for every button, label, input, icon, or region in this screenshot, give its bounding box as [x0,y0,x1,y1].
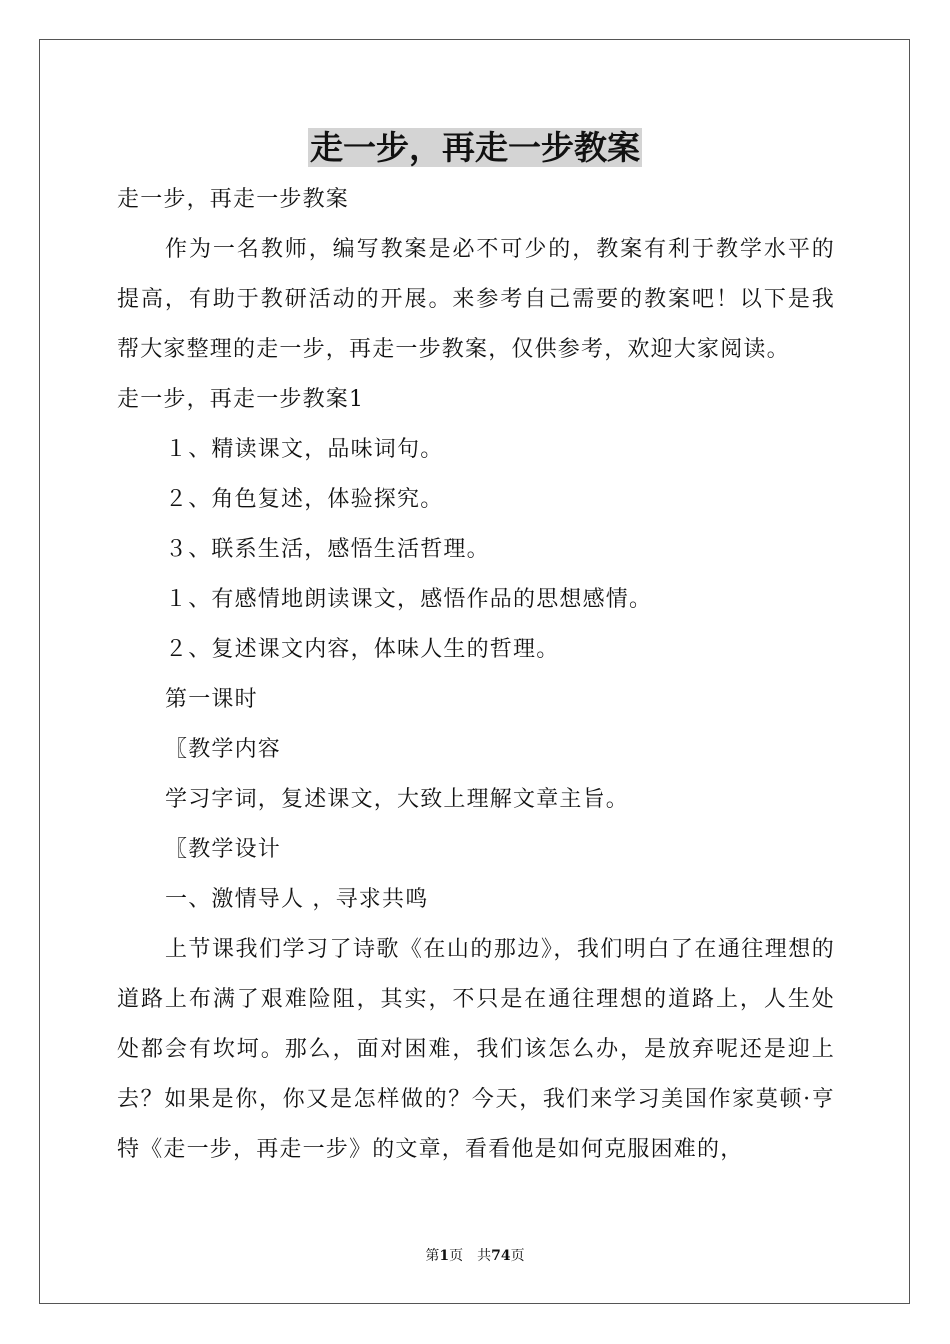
footer-current-page: 1 [439,1248,450,1264]
paragraph-point-2: ２、复述课文内容，体味人生的哲理。 [165,637,560,662]
paragraph-lesson-heading: 第一课时 [165,687,258,712]
paragraph-step-1-text: 上节课我们学习了诗歌《在山的那边》，我们明白了在通往理想的道路上布满了艰难险阻，其实，不只是在通往理想的道路上，人生处处都会有坎坷。那么，面对困难，我们该怎么办，是放弃呢还是迎上去？如果是你，你又是怎样做的？今天，我们来学习美国作家莫顿·亨特《走一步，再走一步》的文章，看看他是如何克服困难的， [117,937,835,1162]
document-body [117,175,835,1175]
paragraph-goal-2: ２、角色复述，体验探究。 [165,487,444,512]
paragraph-goal-1: １、精读课文，品味词句。 [165,437,444,462]
paragraph-section-heading: 走一步，再走一步教案1 [117,387,365,412]
document-title [0,126,950,170]
document-title-text: 走一步，再走一步教案 [310,128,640,167]
page-footer [0,1246,950,1266]
footer-page-prefix: 第 [425,1248,440,1264]
paragraph-subtitle: 走一步，再走一步教案 [117,187,350,212]
footer-page-suffix: 页 [510,1248,525,1264]
paragraph-step-1-heading: 一、激情导人 ，寻求共鸣 [165,887,429,912]
paragraph-teaching-design-heading: 〖教学设计 [165,837,282,862]
paragraph-point-1: １、有感情地朗读课文，感悟作品的思想感情。 [165,587,653,612]
paragraph-goal-3: ３、联系生活，感悟生活哲理。 [165,537,490,562]
footer-page-mid: 页 共 [449,1248,492,1264]
footer-total-pages: 74 [491,1248,511,1264]
paragraph-teaching-content-heading: 〖教学内容 [165,737,282,762]
paragraph-intro: 作为一名教师，编写教案是必不可少的，教案有利于教学水平的提高，有助于教研活动的开展。来参考自己需要的教案吧！以下是我帮大家整理的走一步，再走一步教案，仅供参考，欢迎大家阅读。 [117,237,835,362]
paragraph-teaching-content: 学习字词，复述课文，大致上理解文章主旨。 [165,787,630,812]
